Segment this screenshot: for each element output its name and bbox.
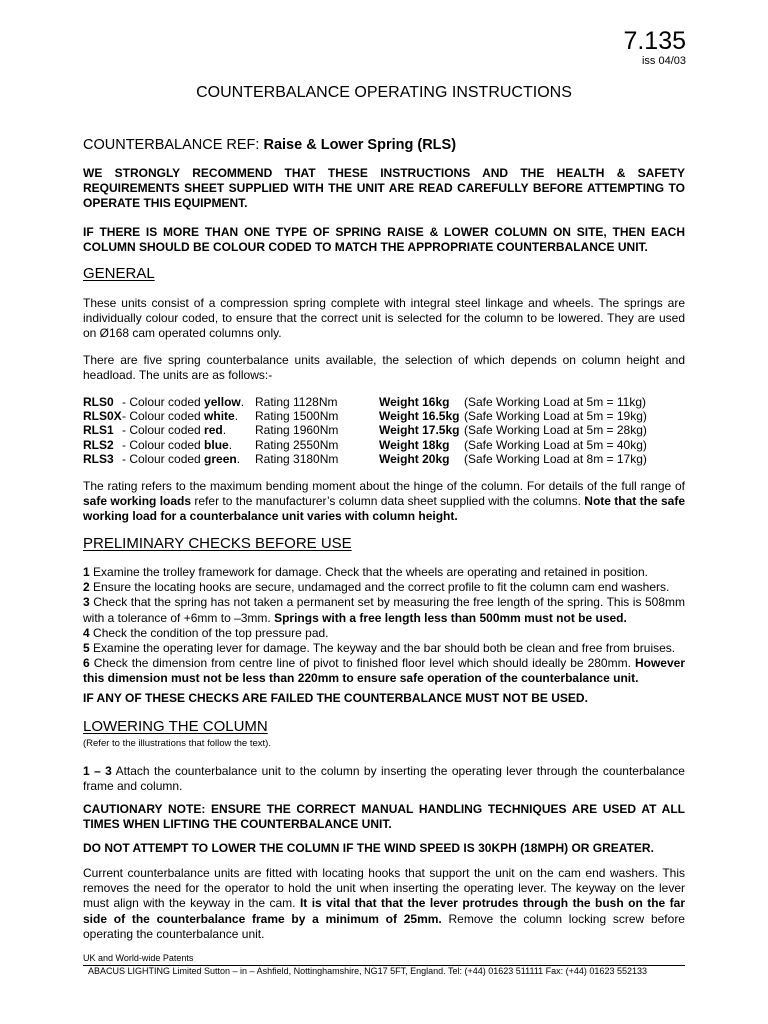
general-para-2: There are five spring counterbalance units available, the selection of which depends on column height and headload. The units are as follows:- <box>83 353 685 383</box>
checks-heading-text: PRELIMINARY CHECKS BEFORE USE <box>83 535 352 552</box>
patents-note: UK and World-wide Patents <box>83 953 194 963</box>
unit-swl: (Safe Working Load at 8m = 17kg) <box>464 451 647 466</box>
lowering-heading <box>83 718 268 736</box>
illustration-note: (Refer to the illustrations that follow the text). <box>83 738 271 749</box>
general-para-1: These units consist of a compression spring complete with integral steel linkage and wheels. The springs are individually colour coded, to ensure that the correct unit is selected for the column to be lowered. They are used on Ø168 cam operated columns only. <box>83 296 685 341</box>
unit-row <box>83 395 647 409</box>
lowering-para-c: Remove the column locking screw before operating the counterbalance unit. <box>83 911 685 941</box>
unit-code: RLS1 <box>83 423 114 438</box>
unit-colour-name: yellow <box>204 395 241 409</box>
check-text: Examine the operating lever for damage. The keyway and the bar should both be clean and free from bruises. <box>89 641 676 656</box>
para3-c: refer to the manufacturer’s column data sheet supplied with the columns. <box>191 494 585 509</box>
check-text: Examine the trolley framework for damage. Check that the wheels are operating and retained in position. <box>89 565 648 579</box>
check-item <box>83 565 685 580</box>
check-bold-text: However this dimension must not be less than 220mm to ensure safe operation of the counterbalance unit. <box>83 656 685 686</box>
unit-colour: - Colour coded blue. <box>122 437 233 452</box>
step-1-3 <box>83 764 685 794</box>
unit-rating: Rating 1128Nm <box>255 395 338 409</box>
checks-list <box>83 565 685 687</box>
lowering-heading-text: LOWERING THE COLUMN <box>83 718 268 735</box>
lowering-para-b: It is vital that that the lever protrudes through the bush on the far side of the counterbalance frame by a minimum of 25mm. <box>83 896 685 926</box>
unit-swl: (Safe Working Load at 5m = 28kg) <box>464 423 647 438</box>
check-bold-text: Springs with a free length less than 500mm must not be used. <box>274 610 627 625</box>
colour-code-warning: IF THERE IS MORE THAN ONE TYPE OF SPRING RAISE & LOWER COLUMN ON SITE, THEN EACH COLUMN SHOULD BE COLOUR CODED TO MATCH THE APPROPRIATE COUNTERBALANCE UNIT. <box>83 225 685 255</box>
document-number: 7.135 <box>623 27 686 55</box>
ref-prefix: COUNTERBALANCE REF: <box>83 137 264 153</box>
unit-swl: (Safe Working Load at 5m = 40kg) <box>464 437 647 452</box>
counterbalance-ref <box>83 136 456 154</box>
unit-rating: Rating 2550Nm <box>255 437 339 452</box>
check-number: 5 <box>83 641 90 656</box>
unit-code: RLS3 <box>83 451 114 466</box>
unit-weight: Weight 20kg <box>379 451 450 466</box>
check-text: Check the condition of the top pressure pad. <box>89 625 329 640</box>
general-heading-text: GENERAL <box>83 265 155 282</box>
unit-row <box>83 438 647 452</box>
recommend-warning: WE STRONGLY RECOMMEND THAT THESE INSTRUCTIONS AND THE HEALTH & SAFETY REQUIREMENTS SHEET SUPPLIED WITH THE UNIT ARE READ CAREFULLY BEFORE ATTEMPTING TO OPERATE THIS EQUIPMENT. <box>83 166 685 211</box>
check-number: 1 <box>83 565 90 579</box>
checks-failed-warning: IF ANY OF THESE CHECKS ARE FAILED THE COUNTERBALANCE MUST NOT BE USED. <box>83 691 588 705</box>
unit-row <box>83 452 647 466</box>
step-text: Attach the counterbalance unit to the column by inserting the operating lever through the counterbalance frame and column. <box>83 764 685 794</box>
cautionary-note: CAUTIONARY NOTE: ENSURE THE CORRECT MANUAL HANDLING TECHNIQUES ARE USED AT ALL TIMES WHEN LIFTING THE COUNTERBALANCE UNIT. <box>83 802 685 832</box>
check-number: 6 <box>83 656 90 671</box>
step-number: 1 – 3 <box>83 764 112 778</box>
check-item <box>83 580 685 595</box>
unit-colour-prefix: - Colour coded <box>122 409 205 424</box>
check-item <box>83 595 685 625</box>
check-text: Check that the spring has not taken a permanent set by measuring the free length of the spring. This is 508mm with a tolerance of +6mm to –3mm. <box>83 595 685 625</box>
check-number: 3 <box>83 595 90 610</box>
unit-code: RLS0 <box>83 395 114 409</box>
unit-swl: (Safe Working Load at 5m = 19kg) <box>464 409 647 424</box>
unit-colour-prefix: - Colour coded <box>122 423 205 438</box>
unit-swl: (Safe Working Load at 5m = 11kg) <box>464 395 646 409</box>
unit-colour: - Colour coded red. <box>122 423 227 438</box>
unit-code: RLS2 <box>83 437 114 452</box>
ref-name: Raise & Lower Spring (RLS) <box>263 137 457 153</box>
general-heading <box>83 265 155 283</box>
check-text: Ensure the locating hooks are secure, undamaged and the correct profile to fit the column cam end washers. <box>89 580 670 595</box>
company-address: ABACUS LIGHTING Limited Sutton – in – Ashfield, Nottinghamshire, NG17 5FT, England. Tel: (+44) 01623 511111 Fax: (+44) 01623 552133 <box>88 966 647 976</box>
general-para-3 <box>83 479 685 525</box>
unit-rating: Rating 3180Nm <box>255 451 339 466</box>
unit-row <box>83 409 647 423</box>
unit-colour-name: red <box>204 423 223 438</box>
unit-colour-name: white <box>204 409 235 424</box>
check-item <box>83 641 685 656</box>
check-text: Check the dimension from centre line of pivot to finished floor level which should ideally be 280mm. <box>89 656 635 671</box>
checks-heading <box>83 535 352 553</box>
units-table <box>83 395 647 466</box>
unit-weight: Weight 17.5kg <box>379 423 460 438</box>
page-title: COUNTERBALANCE OPERATING INSTRUCTIONS <box>196 84 572 101</box>
issue-label: iss 04/03 <box>641 55 686 67</box>
unit-colour-name: blue <box>204 437 229 452</box>
unit-rating: Rating 1960Nm <box>255 423 339 438</box>
unit-weight: Weight 16.5kg <box>379 409 460 424</box>
para3-d: Note that the safe working load for a counterbalance unit varies with column height. <box>83 494 686 524</box>
lowering-para <box>83 866 685 942</box>
unit-weight: Weight 18kg <box>379 437 450 452</box>
unit-colour-prefix: - Colour coded <box>122 395 205 409</box>
unit-colour-name: green <box>204 451 237 466</box>
unit-colour: - Colour coded white. <box>122 409 239 424</box>
check-number: 4 <box>83 625 90 640</box>
check-number: 2 <box>83 580 90 595</box>
para3-a: The rating refers to the maximum bending moment about the hinge of the column. For details of the full range of <box>83 479 685 493</box>
unit-colour-prefix: - Colour coded <box>122 451 205 466</box>
wind-warning: DO NOT ATTEMPT TO LOWER THE COLUMN IF THE WIND SPEED IS 30KPH (18MPH) OR GREATER. <box>83 841 654 855</box>
unit-rating: Rating 1500Nm <box>255 409 339 424</box>
lowering-para-a: Current counterbalance units are fitted with locating hooks that support the unit on the cam end washers. This removes the need for the operator to hold the unit when inserting the operating lever. The keyway on the lever must align with the keyway in the cam. <box>83 866 685 911</box>
check-item <box>83 626 685 641</box>
unit-colour: - Colour coded green. <box>122 451 241 466</box>
unit-colour-prefix: - Colour coded <box>122 437 205 452</box>
check-item <box>83 656 685 686</box>
unit-colour: - Colour coded yellow. <box>122 395 245 409</box>
unit-code: RLS0X <box>83 409 122 424</box>
unit-row <box>83 423 647 437</box>
para3-b: safe working loads <box>83 494 192 509</box>
unit-weight: Weight 16kg <box>379 395 450 409</box>
